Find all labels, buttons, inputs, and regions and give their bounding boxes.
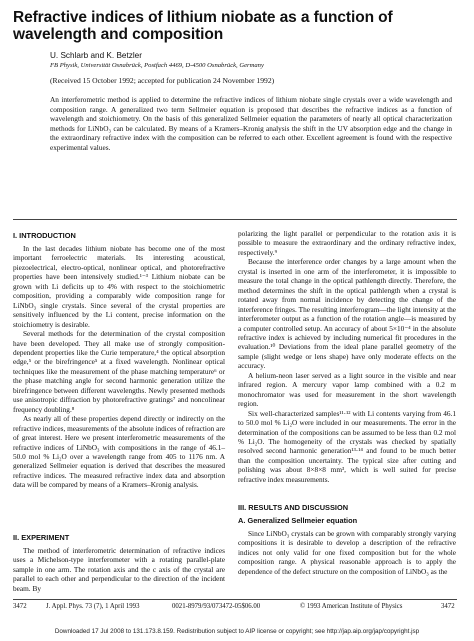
paragraph: Several methods for the determination of the crystal composition have been developed. They all make use of strongly composition-dependent properties like the Curie temperature,⁴ the optical absorption edge,⁵ or the birefringence⁵ at a fixed wavelength. Nonlinear optical techniques like the measurement of the phase matching temperature⁶ or the phase matching angle for second harmonic generation utilize the birefringence between different wavelengths. Newly presented methods use anisotropic diffraction by photorefractive gratings⁷ and noncolinear frequency doubling.⁸ xyxy=(13,329,225,414)
received-dates: (Received 15 October 1992; accepted for publication 24 November 1992) xyxy=(50,76,275,85)
page-number-left: 3472 xyxy=(13,603,27,610)
authors: U. Schlarb and K. Betzler xyxy=(50,51,142,60)
journal-citation: J. Appl. Phys. 73 (7), 1 April 1993 xyxy=(46,603,140,610)
right-column-text xyxy=(238,229,456,484)
experiment-text xyxy=(13,546,225,593)
results-text xyxy=(238,529,456,576)
footer-divider xyxy=(13,599,457,600)
subsection-heading-sellmeier: A. Generalized Sellmeier equation xyxy=(238,516,358,525)
paragraph: A helium-neon laser served as a light source in the visible and near infrared region. A mercury vapor lamp combined with a 0.2 m monochromator was used for measurement in the short wavelength region. xyxy=(238,370,456,409)
paragraph: Since LiNbO₃ crystals can be grown with comparably strongly varying compositions it is desirable to develop a description of the refractive indices not only valid for one fixed composition but for the whole composition range. A physical reasonable approach is to apply the dependence of the defect structure on the composition of LiNbO₃ as the xyxy=(238,529,456,576)
abstract: An interferometric method is applied to determine the refractive indices of lithium niobate single crystals over a wide wavelength and composition range. A generalized two term Sellmeier equation is proposed that describes the refractive indices as a function of wavelength and stoichiometry. On the basis of this generalized Sellmeier equation the parameters of nearly all optical characterization methods for LiNbO₃ can be calculated. By means of a Kramers–Kronig analysis the shift in the UV absorption edge and the change in the extraordinary refractive index with the composition can be referred to each other. Excellent agreement is found with the respective experimental values. xyxy=(50,95,452,152)
section-heading-experiment: II. EXPERIMENT xyxy=(13,533,70,542)
paragraph: In the last decades lithium niobate has become one of the most important ferroelectric materials. Its interesting acoustical, piezoelectrical, electro-optical, nonlinear optical, and photorefractive properties have been intensively studied.¹⁻³ Lithium niobate can be grown with Li deficits up to 4% with respect to the stoichiometric composition, providing a comparably wide composition range for LiNbO₃ single crystals. Since several of the crystal properties are sensitively influenced by the Li content, precise information on the stoichiometry is desirable. xyxy=(13,244,225,329)
introduction-text xyxy=(13,244,225,490)
paragraph: As nearly all of these properties depend directly or indirectly on the refractive indices, measurements of the absolute indices of refraction are of great interest. Here we present interferometric measurements of the refractive indices of LiNbO₃ with compositions in the range of 46.1–50.0 mol % Li₂O over a wavelength range from 405 to 1176 nm. A generalized Sellmeier equation is derived that describes the measured refractive indices. The measured refractive index data and absorption data will be compared by means of a Kramers–Kronig analysis. xyxy=(13,414,225,490)
abstract-divider xyxy=(13,219,457,220)
paragraph: Six well-characterized samples¹¹·¹² with Li contents varying from 46.1 to 50.0 mol % Li₂O were included in our measurements. The error in the determination of the compositions can be assumed to be less than 0.2 mol % Li₂O. The homogeneity of the crystals was checked by spatially resolved second harmonic generation¹³·¹⁴ and found to be much better than the composition uncertainty. The typical size after cutting and polishing was about 8×8×8 mm³, which is well suited for precise refractive index measurements. xyxy=(238,408,456,484)
paragraph: polarizing the light parallel or perpendicular to the rotation axis it is possible to measure the extraordinary and the ordinary refractive index, respectively.⁹ xyxy=(238,229,456,257)
page-number-right: 3472 xyxy=(441,603,455,610)
section-heading-results: III. RESULTS AND DISCUSSION xyxy=(238,503,349,512)
affiliation: FB Physik, Universität Osnabrück, Postfach 4469, D-4500 Osnabrück, Germany xyxy=(50,62,264,69)
paragraph: The method of interferometric determination of refractive indices uses a Michelson-type interferometer with a rotating parallel-plate sample in one arm. The rotation axis and the c axis of the crystal are parallel to each other and perpendicular to the direction of the incident beam. By xyxy=(13,546,225,593)
copyright: © 1993 American Institute of Physics xyxy=(300,603,403,610)
paragraph: Because the interference order changes by a large amount when the crystal is inserted in one arm of the interferometer, it is impossible to measure the total change in the optical pathlength directly. Therefore, the method determines the shift in the optical pathlength when a crystal is rotated away from normal incidence by detecting the change of the interference fringes. The resulting interferogram—the light intensity at the interferometer output as a function of the rotation angle—is measured by a computer controlled setup. An accuracy of about 5×10⁻⁴ in the absolute refractive index is achieved by including numerical fit procedures in the evaluation.¹⁰ Deviations from the ideal plane parallel geometry of the sample (slight wedge or lens shape) have only moderate effects on the accuracy. xyxy=(238,257,456,371)
article-code: 0021-8979/93/073472-05$06.00 xyxy=(172,603,261,610)
download-notice: Downloaded 17 Jul 2008 to 131.173.8.159. Redistribution subject to AIP license or copyright; see http://jap.aip.org/jap/copyright.jsp xyxy=(54,628,420,635)
section-heading-introduction: I. INTRODUCTION xyxy=(13,231,76,240)
paper-title: Refractive indices of lithium niobate as a function of wavelength and composition xyxy=(13,9,393,43)
